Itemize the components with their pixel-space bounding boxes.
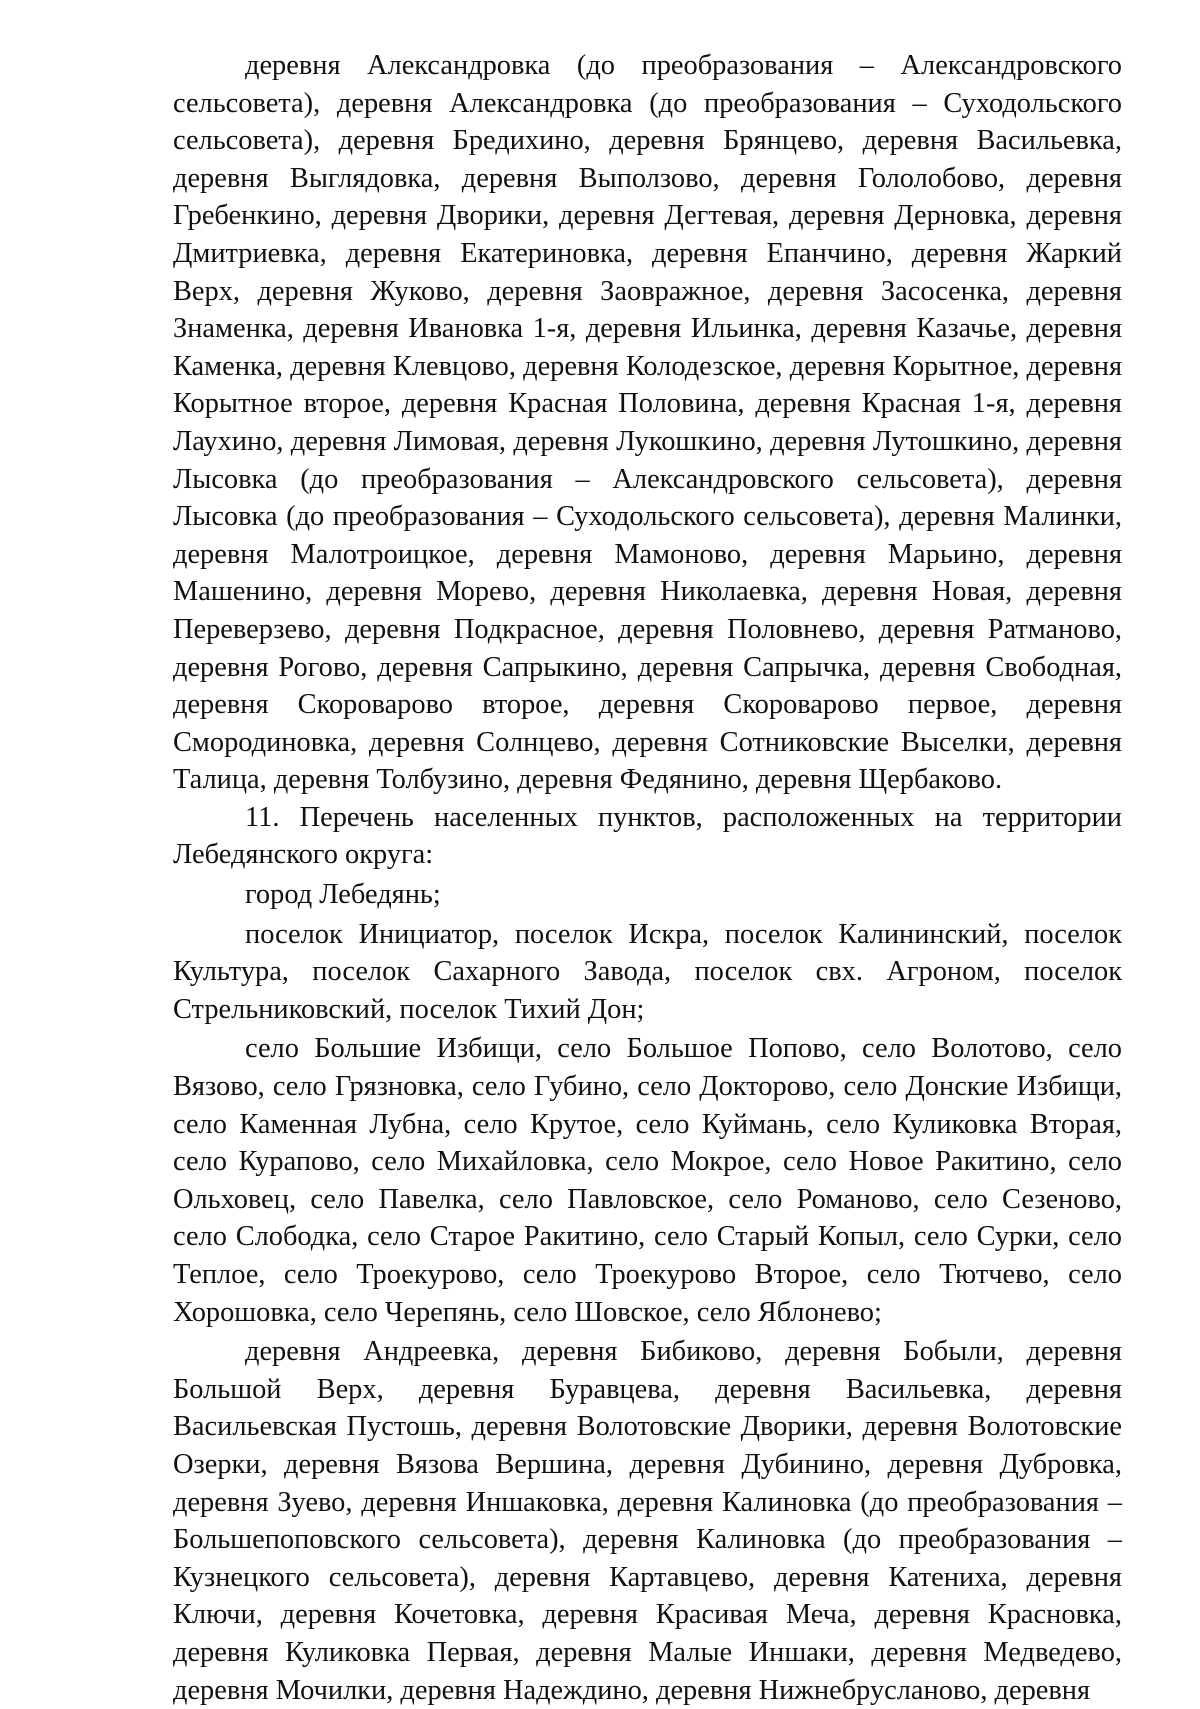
paragraph-sela: село Большие Избищи, село Большое Попово, село Волотово, село Вязово, село Грязновка, село Губино, село Докторово, село Донские Избищи, село Каменная Лубна, село Крутое, село Куймань, село Куликовка Вторая, село Курапово, село Михайловка, село Мокрое, село Новое Ракитино, село Ольховец, село Павелка, село Павловское, село Романово, село Сезеново, село Слободка, село Старое Ракитино, село Старый Копыл, село Сурки, село Теплое, село Троекурово, село Троекурово Второе, село Тютчево, село Хорошовка, село Черепянь, село Шовское, село Яблонево; xyxy=(173,1033,1122,1328)
paragraph-gorod: город Лебедянь; xyxy=(245,879,441,911)
document-page xyxy=(173,47,1122,1709)
paragraph-derevni-continued: деревня Александровка (до преобразования – Александровского сельсовета), деревня Александровка (до преобразования – Суходольского сельсовета), деревня Бредихино, деревня Брянцево, деревня Васильевка, деревня Выглядовка, деревня Выползово, деревня Гололобово, деревня Гребенкино, деревня Дворики, деревня Дегтевая, деревня Дерновка, деревня Дмитриевка, деревня Екатериновка, деревня Епанчино, деревня Жаркий Верх, деревня Жуково, деревня Заовражное, деревня Засосенка, деревня Знаменка, деревня Ивановка 1-я, деревня Ильинка, деревня Казачье, деревня Каменка, деревня Клевцово, деревня Колодезское, деревня Корытное, деревня Корытное второе, деревня Красная Половина, деревня Красная 1-я, деревня Лаухино, деревня Лимовая, деревня Лукошкино, деревня Лутошкино, деревня Лысовка (до преобразования – Александровского сельсовета), деревня Лысовка (до преобразования – Суходольского сельсовета), деревня Малинки, деревня Малотроицкое, деревня Мамоново, деревня Марьино, деревня Машенино, деревня Морево, деревня Николаевка, деревня Новая, деревня Переверзево, деревня Подкрасное, деревня Половнево, деревня Ратманово, деревня Рогово, деревня Сапрыкино, деревня Сапрычка, деревня Свободная, деревня Скороварово второе, деревня Скороварово первое, деревня Смородиновка, деревня Солнцево, деревня Сотниковские Выселки, деревня Талица, деревня Толбузино, деревня Федянино, деревня Щербаково. xyxy=(173,50,1122,796)
paragraph-poselki: поселок Инициатор, поселок Искра, поселок Калининский, поселок Культура, поселок Сахарного Завода, поселок свх. Агроном, поселок Стрельниковский, поселок Тихий Дон; xyxy=(173,918,1122,1025)
paragraph-section-11-heading: 11. Перечень населенных пунктов, расположенных на территории Лебедянского округа: xyxy=(173,801,1122,871)
paragraph-derevni: деревня Андреевка, деревня Бибиково, деревня Бобыли, деревня Большой Верх, деревня Буравцева, деревня Васильевка, деревня Васильевская Пустошь, деревня Волотовские Дворики, деревня Волотовские Озерки, деревня Вязова Вершина, деревня Дубинино, деревня Дубровка, деревня Зуево, деревня Иншаковка, деревня Калиновка (до преобразования – Большепоповского сельсовета), деревня Калиновка (до преобразования – Кузнецкого сельсовета), деревня Картавцево, деревня Катениха, деревня Ключи, деревня Кочетовка, деревня Красивая Меча, деревня Красновка, деревня Куликовка Первая, деревня Малые Иншаки, деревня Медведево, деревня Мочилки, деревня Надеждино, деревня Нижнебрусланово, деревня xyxy=(173,1336,1122,1706)
